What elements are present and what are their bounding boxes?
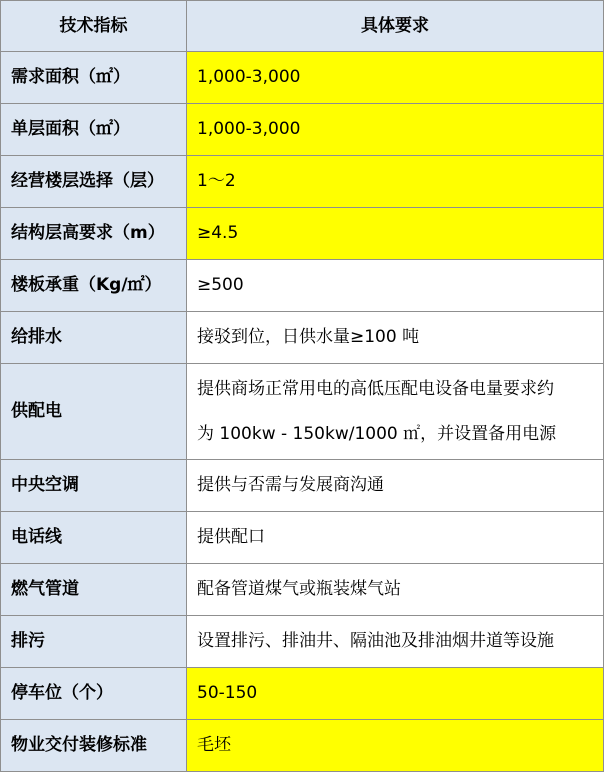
row-label: 需求面积（㎡） [1, 52, 187, 104]
header-specific-requirement: 具体要求 [187, 1, 604, 52]
row-label: 楼板承重（Kg/㎡） [1, 260, 187, 312]
row-value: 提供与否需与发展商沟通 [187, 460, 604, 512]
table-row [1, 668, 604, 720]
row-value: ≥500 [187, 260, 604, 312]
row-label: 燃气管道 [1, 564, 187, 616]
row-value-line: 提供商场正常用电的高低压配电设备电量要求约 [197, 378, 554, 399]
table-row [1, 364, 604, 460]
row-label: 停车位（个） [1, 668, 187, 720]
table-row [1, 52, 604, 104]
row-value: 毛坯 [187, 720, 604, 772]
table-row [1, 260, 604, 312]
row-value: ≥4.5 [187, 208, 604, 260]
row-label: 经营楼层选择（层） [1, 156, 187, 208]
table-row [1, 104, 604, 156]
table-row [1, 512, 604, 564]
row-value: 配备管道煤气或瓶装煤气站 [187, 564, 604, 616]
table-row [1, 564, 604, 616]
row-label: 给排水 [1, 312, 187, 364]
row-label: 单层面积（㎡） [1, 104, 187, 156]
row-label: 中央空调 [1, 460, 187, 512]
row-value-line: 为 100kw - 150kw/1000 ㎡，并设置备用电源 [197, 423, 557, 444]
table-row [1, 208, 604, 260]
header-technical-indicator: 技术指标 [1, 1, 187, 52]
row-label: 物业交付装修标准 [1, 720, 187, 772]
row-value: 设置排污、排油井、隔油池及排油烟井道等设施 [187, 616, 604, 668]
row-value: 1,000-3,000 [187, 52, 604, 104]
row-label: 电话线 [1, 512, 187, 564]
table-row [1, 312, 604, 364]
table-row [1, 156, 604, 208]
table-row [1, 460, 604, 512]
row-label: 结构层高要求（m） [1, 208, 187, 260]
row-value: 1～2 [187, 156, 604, 208]
table-row [1, 616, 604, 668]
row-value: 提供配口 [187, 512, 604, 564]
row-label: 供配电 [1, 364, 187, 460]
row-value: 50-150 [187, 668, 604, 720]
row-value: 接驳到位，日供水量≥100 吨 [187, 312, 604, 364]
table-header-row [1, 1, 604, 52]
row-label: 排污 [1, 616, 187, 668]
row-value: 1,000-3,000 [187, 104, 604, 156]
table-row [1, 720, 604, 772]
row-value [187, 364, 604, 460]
